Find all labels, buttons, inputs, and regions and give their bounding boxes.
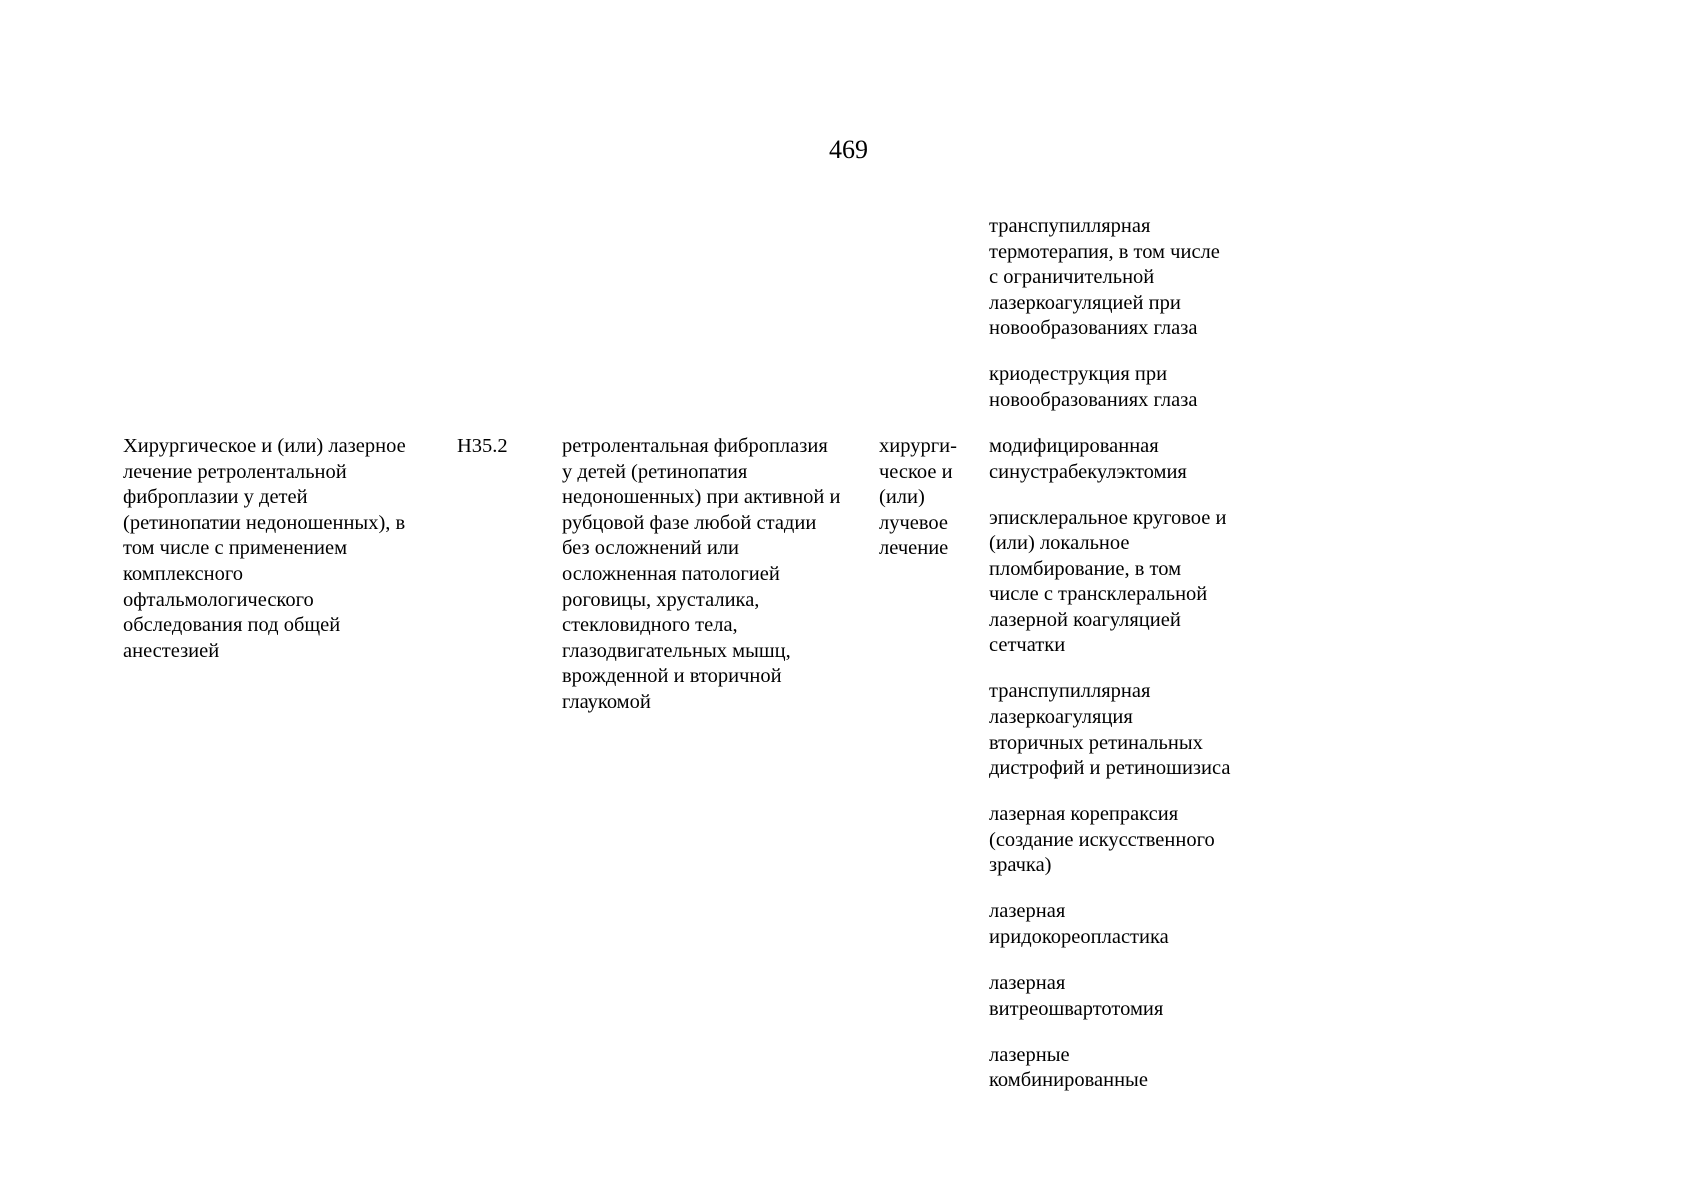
- care-type-line: Хирургическое и (или) лазерное: [123, 435, 406, 457]
- care-type-name-cell: [123, 434, 443, 664]
- method-item: [989, 1043, 1289, 1094]
- method-line: витреошвартотомия: [989, 997, 1164, 1020]
- icd-code-cell: [457, 434, 547, 460]
- care-type-line: комплексного: [123, 562, 243, 585]
- method-line: лазеркоагуляция: [989, 706, 1133, 729]
- method-item: [989, 679, 1289, 781]
- method-line: лазерные: [989, 1043, 1070, 1066]
- method-line: с ограничительной: [989, 266, 1155, 289]
- patient-model-line: недоношенных) при активной и: [562, 486, 841, 509]
- care-type-line: фиброплазии у детей: [123, 486, 308, 509]
- method-line: транспупиллярная: [989, 215, 1151, 237]
- method-line: лазерной коагуляцией: [989, 608, 1181, 631]
- patient-model-line: ретролентальная фиброплазия: [562, 435, 828, 457]
- method-item: [989, 899, 1289, 950]
- treatment-type-line: лучевое: [879, 511, 949, 534]
- treatment-type-cell: [879, 434, 979, 562]
- method-line: иридокореопластика: [989, 926, 1169, 948]
- method-line: зрачка): [989, 854, 1052, 877]
- method-line: лазерная: [989, 971, 1066, 994]
- method-line: лазерная корепраксия: [989, 803, 1179, 826]
- patient-model-line: без осложнений или: [562, 537, 740, 560]
- method-item: [989, 214, 1289, 342]
- patient-model-line: роговицы, хрусталика,: [562, 588, 760, 611]
- care-type-line: лечение ретролентальной: [123, 460, 347, 483]
- method-item: [989, 971, 1289, 1022]
- care-type-line: (ретинопатии недоношенных), в: [123, 511, 406, 534]
- method-line: комбинированные: [989, 1069, 1148, 1092]
- method-item: [989, 802, 1289, 879]
- care-type-line: том числе с применением: [123, 537, 348, 560]
- method-line: дистрофий и ретиношизиса: [989, 757, 1231, 780]
- method-line: термотерапия, в том числе: [989, 240, 1220, 263]
- method-line: вторичных ретинальных: [989, 731, 1203, 754]
- treatment-methods-column: [989, 214, 1289, 1094]
- method-line: (создание искусственного: [989, 828, 1215, 851]
- method-line: новообразованиях глаза: [989, 388, 1198, 411]
- treatment-type-line: ческое и: [879, 460, 953, 483]
- patient-model-cell: [562, 434, 880, 716]
- treatment-type-line: лечение: [879, 537, 949, 560]
- method-line: числе с трансклеральной: [989, 583, 1208, 606]
- page-number: 469: [829, 135, 868, 164]
- care-type-line: офтальмологического: [123, 588, 314, 611]
- method-line: лазерная: [989, 900, 1066, 923]
- care-type-line: анестезией: [123, 639, 220, 662]
- patient-model-line: рубцовой фазе любой стадии: [562, 511, 817, 534]
- method-item: [989, 362, 1289, 413]
- patient-model-line: у детей (ретинопатия: [562, 460, 748, 483]
- patient-model-line: глаукомой: [562, 690, 651, 713]
- method-line: эписклеральное круговое и: [989, 506, 1227, 529]
- method-line: модифицированная: [989, 434, 1159, 457]
- patient-model-line: осложненная патологией: [562, 562, 780, 585]
- method-line: (или) локальное: [989, 532, 1130, 555]
- method-line: лазеркоагуляцией при: [989, 291, 1181, 314]
- method-line: транспупиллярная: [989, 680, 1151, 703]
- patient-model-line: глазодвигательных мышц,: [562, 639, 791, 662]
- method-item: [989, 506, 1289, 660]
- method-line: пломбирование, в том: [989, 557, 1182, 580]
- treatment-type-line: (или): [879, 486, 925, 509]
- patient-model-line: врожденной и вторичной: [562, 665, 782, 688]
- method-item: [989, 434, 1289, 485]
- method-line: криодеструкция при: [989, 363, 1168, 386]
- icd-code: H35.2: [457, 435, 508, 457]
- method-line: синустрабекулэктомия: [989, 460, 1187, 483]
- patient-model-line: стекловидного тела,: [562, 614, 738, 637]
- care-type-line: обследования под общей: [123, 614, 341, 637]
- treatment-type-line: хирурги-: [879, 435, 957, 457]
- method-line: новообразованиях глаза: [989, 317, 1198, 340]
- method-line: сетчатки: [989, 634, 1066, 657]
